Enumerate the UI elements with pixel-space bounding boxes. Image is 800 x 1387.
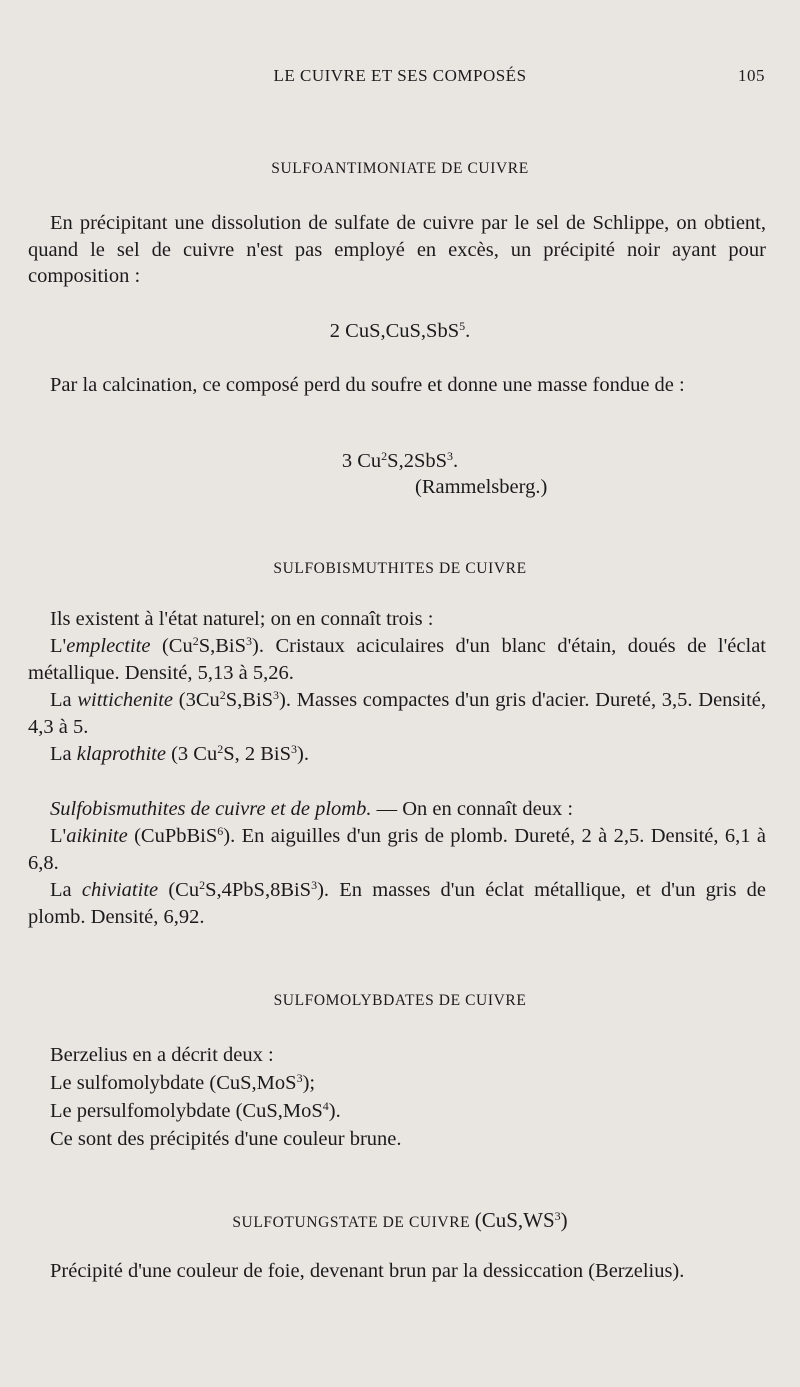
entry-aikinite: L'aikinite (CuPbBiS$^6$). En aiguilles d'un gris de plomb. Dureté, 2 à 2,5. Densité, 6,1 à 6,8.: [28, 824, 766, 874]
citation-rammelsberg: (Rammelsberg.): [415, 476, 548, 498]
heading-sulfobismuthites-plomb: Sulfobismuthites de cuivre et de plomb. — On en connaît deux :: [50, 798, 574, 820]
entry-wittichenite: La wittichenite (3Cu$^2$S,BiS$^3$). Masses compactes d'un gris d'acier. Dureté, 3,5. Densité, 4,3 à 5.: [28, 688, 767, 738]
entry-chiviatite: La chiviatite (Cu$^2$S,4PbS,8BiS$^3$). En masses d'un éclat métallique, et d'un gris de plomb. Densité, 6,92.: [28, 878, 767, 928]
paragraph-sulfotungstate: Précipité d'une couleur de foie, devenant brun par la dessiccation (Berzelius).: [50, 1260, 685, 1282]
formula-1: 2 CuS,CuS,SbS$^5$.: [329, 319, 471, 342]
line-sulfomolybdates-note: Ce sont des précipités d'une couleur brune.: [50, 1128, 402, 1150]
section-title-sulfotungstate: SULFOTUNGSTATE DE CUIVRE $(CuS,WS^3)$: [232, 1208, 568, 1232]
paragraph-sulfoantimoniate-1: En précipitant une dissolution de sulfate de cuivre par le sel de Schlippe, on obtient, quand le sel de cuivre n'est pas employé en excès, un précipité noir ayant pour composition :: [28, 212, 766, 287]
page-number: 105: [738, 66, 765, 85]
section-title-sulfoantimoniate: SULFOANTIMONIATE DE CUIVRE: [271, 160, 529, 177]
sulfotungstate-formula: $(CuS,WS^3)$: [474, 1208, 568, 1232]
section-title-sulfobismuthites: SULFOBISMUTHITES DE CUIVRE: [273, 560, 527, 577]
line-sulfomolybdates-intro: Berzelius en a décrit deux :: [50, 1044, 274, 1066]
entry-klaprothite: La klaprothite (3 Cu$^2$S, 2 BiS$^3$).: [50, 742, 309, 765]
running-title: LE CUIVRE ET SES COMPOSÉS: [273, 66, 527, 85]
entry-emplectite: L'emplectite (Cu$^2$S,BiS$^3$). Cristaux aciculaires d'un blanc d'étain, doués de l'éclat métallique. Densité, 5,13 à 5,26.: [28, 634, 766, 684]
formula-2: 3 Cu$^2$S,2SbS$^3$.: [341, 449, 459, 472]
line-sulfomolybdate: Le sulfomolybdate (CuS,MoS$^3$);: [50, 1071, 316, 1094]
section-title-sulfomolybdates: SULFOMOLYBDATES DE CUIVRE: [273, 992, 527, 1009]
line-sulfobismuthites-intro: Ils existent à l'état naturel; on en connaît trois :: [50, 608, 434, 630]
line-persulfomolybdate: Le persulfomolybdate (CuS,MoS$^4$).: [50, 1099, 341, 1122]
paragraph-sulfoantimoniate-2: Par la calcination, ce composé perd du soufre et donne une masse fondue de :: [50, 374, 685, 396]
